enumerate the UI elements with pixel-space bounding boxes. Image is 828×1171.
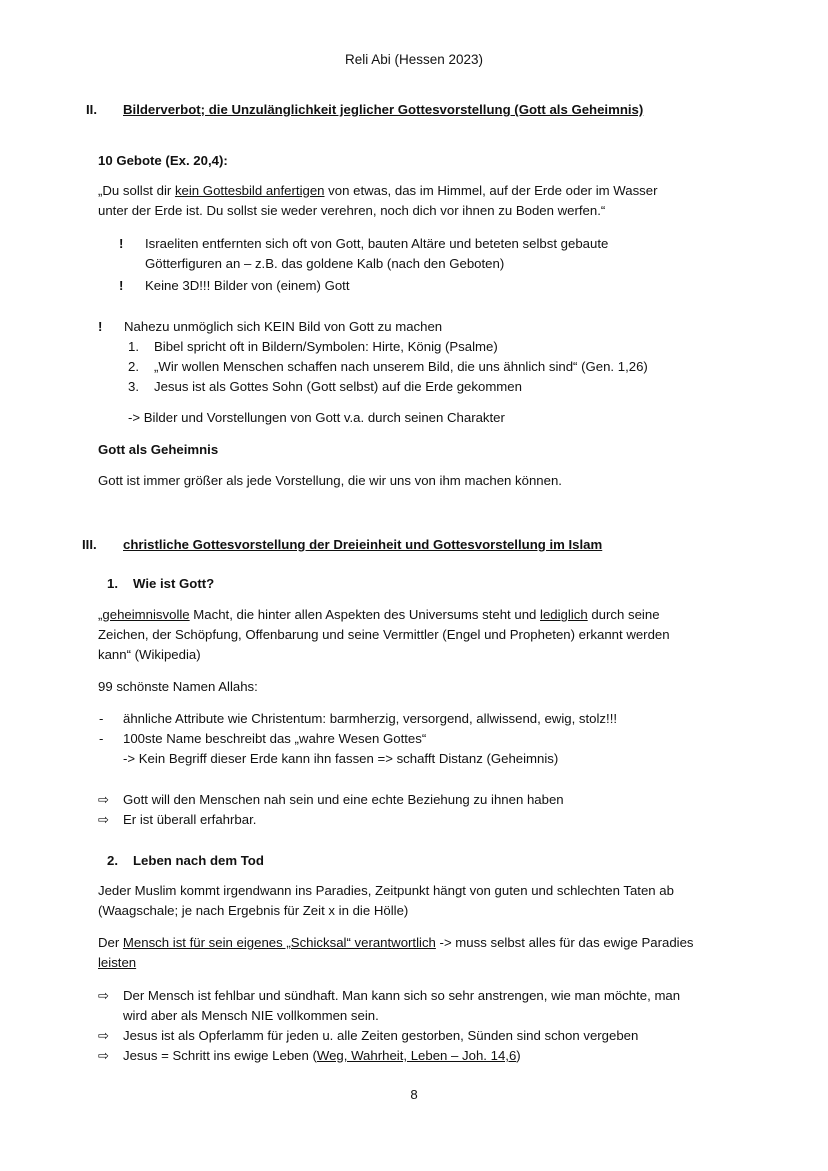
page-header: Reli Abi (Hessen 2023) (344, 52, 484, 67)
list-number: 3. (128, 379, 139, 394)
subheading-title: Leben nach dem Tod (133, 853, 264, 868)
subheading-10-gebote: 10 Gebote (Ex. 20,4): (98, 153, 228, 168)
list-item-cont: -> Kein Begriff dieser Erde kann ihn fassen => schafft Distanz (Geheimnis) (123, 751, 559, 766)
quote-line-2: Zeichen, der Schöpfung, Offenbarung und seine Vermittler (Engel und Propheten) erkannt werden (98, 627, 670, 642)
page-number: 8 (410, 1087, 418, 1102)
arrow-right-icon: ⇨ (98, 1028, 110, 1043)
list-item: Jesus ist als Opferlamm für jeden u. alle Zeiten gestorben, Sünden sind schon vergeben (123, 1028, 639, 1043)
list-number: 1. (128, 339, 139, 354)
quote-paragraph (98, 181, 658, 201)
list-item: 100ste Name beschreibt das „wahre Wesen Gottes“ (123, 731, 427, 746)
quote-text: von etwas, das im Himmel, auf der Erde oder im Wasser (324, 183, 658, 198)
names-heading: 99 schönste Namen Allahs: (98, 679, 258, 694)
quote-paragraph (98, 605, 660, 625)
underlined-text: Mensch ist für sein eigenes „Schicksal“ verantwortlich (122, 935, 436, 950)
section-title: christliche Gottesvorstellung der Dreieinheit und Gottesvorstellung im Islam (123, 537, 603, 552)
quote-text: „ (98, 607, 103, 622)
section-numeral: III. (82, 537, 97, 552)
dash-marker: - (99, 711, 104, 726)
quote-text: Macht, die hinter allen Aspekten des Universums steht und (189, 607, 541, 622)
exclamation-icon: ! (119, 236, 124, 251)
quote-underlined: geheimnisvolle (102, 607, 190, 622)
text: -> muss selbst alles für das ewige Paradies (435, 935, 694, 950)
subheading-number: 1. (107, 576, 118, 591)
conclusion: -> Bilder und Vorstellungen von Gott v.a. durch seinen Charakter (128, 410, 505, 425)
underlined-text: Weg, Wahrheit, Leben – Joh. 14,6 (316, 1048, 517, 1063)
list-item: Bibel spricht oft in Bildern/Symbolen: Hirte, König (Psalme) (154, 339, 498, 354)
text: Jesus = Schritt ins ewige Leben ( (123, 1048, 317, 1063)
bullet-text: Israeliten entfernten sich oft von Gott, bauten Altäre und beteten selbst gebaute (145, 236, 609, 251)
list-item: Gott will den Menschen nah sein und eine echte Beziehung zu ihnen haben (123, 792, 564, 807)
subheading-title: Wie ist Gott? (133, 576, 215, 591)
arrow-right-icon: ⇨ (98, 988, 110, 1003)
subheading-number: 2. (107, 853, 118, 868)
quote-underlined: kein Gottesbild anfertigen (174, 183, 325, 198)
arrow-right-icon: ⇨ (98, 792, 110, 807)
list-item: Der Mensch ist fehlbar und sündhaft. Man kann sich so sehr anstrengen, wie man möchte, man (123, 988, 681, 1003)
section-numeral: II. (86, 102, 97, 117)
list-item: Jesus ist als Gottes Sohn (Gott selbst) auf die Erde gekommen (154, 379, 522, 394)
dash-marker: - (99, 731, 104, 746)
arrow-right-icon: ⇨ (98, 1048, 110, 1063)
underlined-text: leisten (98, 955, 137, 970)
quote-text: durch seine (587, 607, 660, 622)
exclamation-icon: ! (119, 278, 124, 293)
list-item: ähnliche Attribute wie Christentum: barmherzig, versorgend, allwissend, ewig, stolz!!! (123, 711, 618, 726)
list-item: Er ist überall erfahrbar. (123, 812, 257, 827)
list-number: 2. (128, 359, 139, 374)
list-item-cont: wird aber als Mensch NIE vollkommen sein. (123, 1008, 379, 1023)
section-title: Bilderverbot; die Unzulänglichkeit jeglicher Gottesvorstellung (Gott als Geheimnis) (123, 102, 644, 117)
paragraph: Gott ist immer größer als jede Vorstellung, die wir uns von ihm machen können. (98, 473, 562, 488)
paragraph-line: (Waagschale; je nach Ergebnis für Zeit x in die Hölle) (98, 903, 409, 918)
list-item (123, 1046, 521, 1066)
paragraph-line: Jeder Muslim kommt irgendwann ins Paradies, Zeitpunkt hängt von guten und schlechten Taten ab (98, 883, 674, 898)
bullet-text-cont: Götterfiguren an – z.B. das goldene Kalb (nach den Geboten) (145, 256, 505, 271)
point-text: Nahezu unmöglich sich KEIN Bild von Gott zu machen (124, 319, 443, 334)
quote-underlined: lediglich (540, 607, 588, 622)
text: ) (516, 1048, 521, 1063)
arrow-right-icon: ⇨ (98, 812, 110, 827)
list-item: „Wir wollen Menschen schaffen nach unserem Bild, die uns ähnlich sind“ (Gen. 1,26) (154, 359, 648, 374)
paragraph-line (98, 933, 694, 953)
quote-line-2: unter der Erde ist. Du sollst sie weder verehren, noch dich vor ihnen zu Boden werfen.“ (98, 203, 606, 218)
exclamation-icon: ! (98, 319, 103, 334)
subheading-geheimnis: Gott als Geheimnis (98, 442, 219, 457)
quote-line-3: kann“ (Wikipedia) (98, 647, 201, 662)
quote-text: „Du sollst dir (98, 183, 175, 198)
text: Der (98, 935, 123, 950)
bullet-text: Keine 3D!!! Bilder von (einem) Gott (145, 278, 350, 293)
